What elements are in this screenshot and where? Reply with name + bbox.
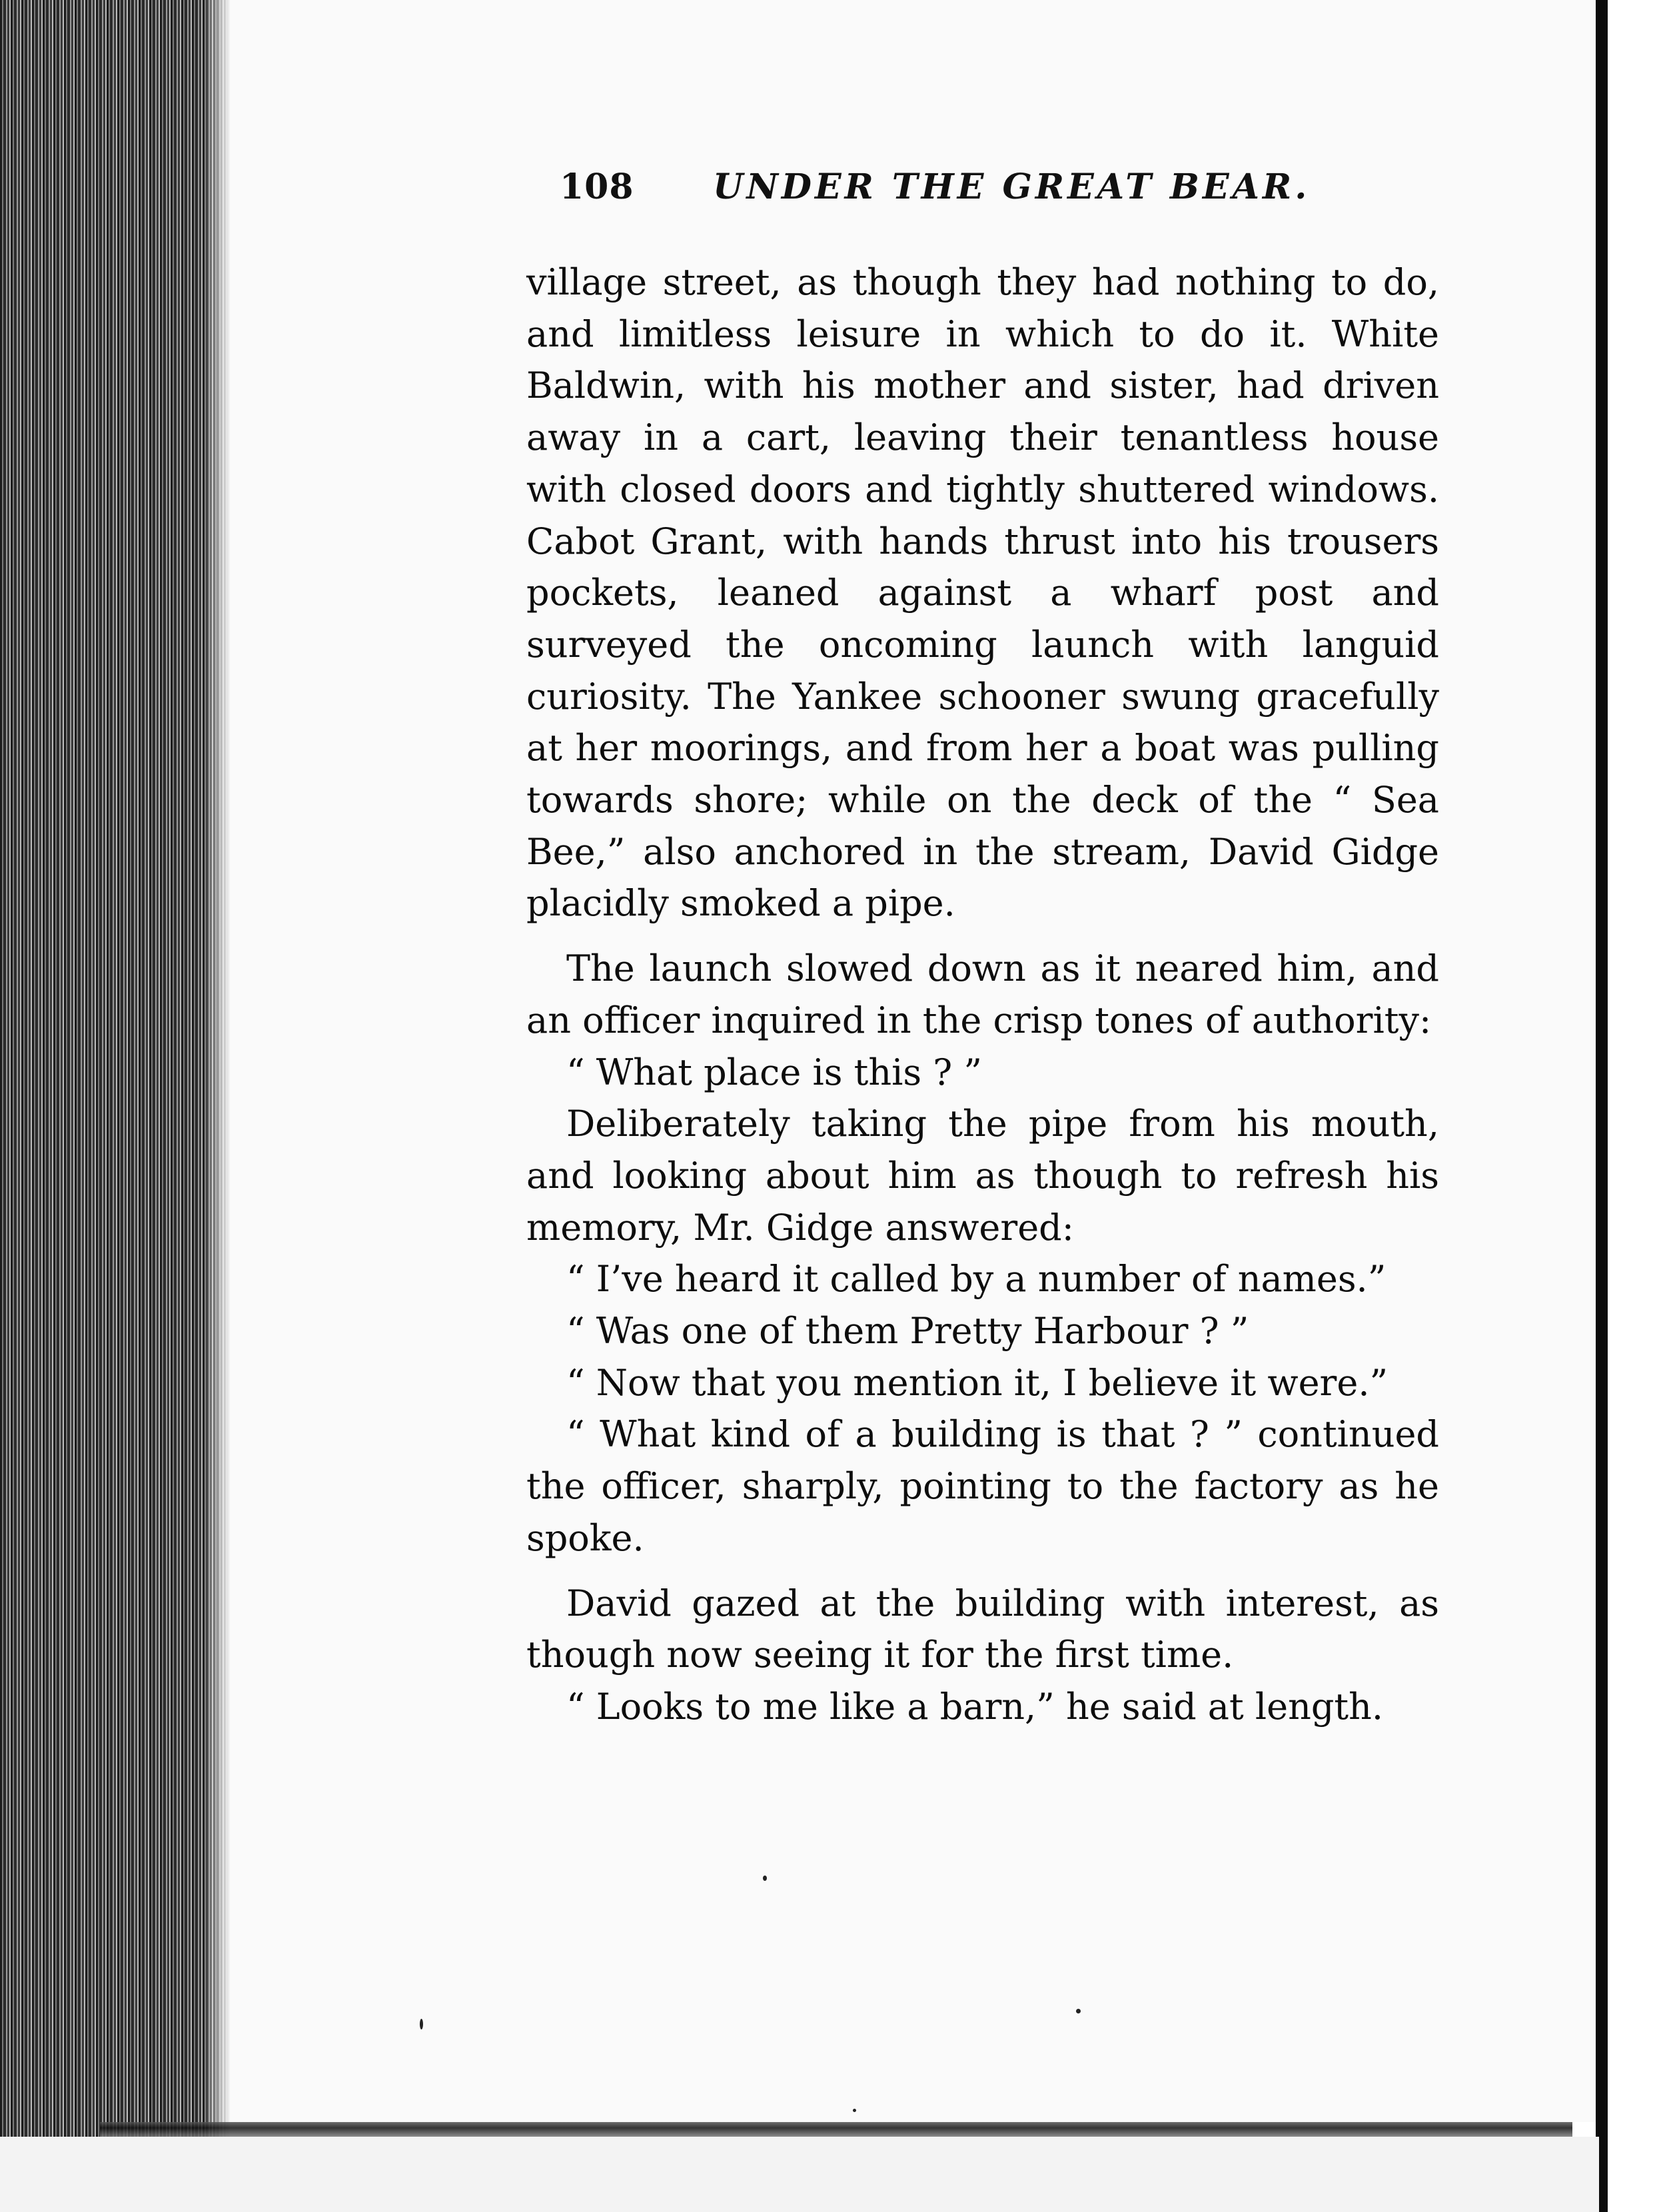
page-bottom-edge [100, 2122, 1572, 2137]
scan-speck [420, 2019, 423, 2029]
dialogue-line: “ Now that you mention it, I believe it were.” [566, 1361, 1389, 1404]
paragraph-continuation: village street, as though they had nothing to do, and limitless leisure in which to do it. White Baldwin, with his mother and sister, had driven away in a cart, leaving their tenantless house with closed doors and tightly shuttered windows. Cabot Grant, with hands thrust into his trousers pockets, leaned against a wharf post and surveyed the oncoming launch with languid curiosity. The Yankee schooner swung gracefully at her moorings, and from her a boat was pulling towards shore; while on the deck of the “ Sea Bee,” also anchored in the stream, David Gidge placidly smoked a pipe. [526, 261, 1439, 925]
dialogue-line: “ Looks to me like a barn,” he said at length. [566, 1685, 1384, 1728]
paragraph-officer: “ What kind of a building is that ? ” continued the officer, sharply, pointing to the factory as he spoke. [526, 1413, 1439, 1559]
page-number: 108 [560, 167, 634, 207]
page-header [560, 167, 1326, 227]
paragraph-david: David gazed at the building with interest, as though now seeing it for the first time. [526, 1582, 1439, 1676]
book-page-edges [0, 0, 230, 2212]
scan-speck [763, 1876, 767, 1881]
body-text [526, 257, 1439, 1733]
facing-page-gutter [1596, 0, 1608, 2212]
scan-speck [853, 2109, 856, 2112]
dialogue-line: “ I’ve heard it called by a number of names.” [566, 1258, 1387, 1301]
scan-bottom-margin [0, 2137, 1599, 2212]
dialogue-line: “ Was one of them Pretty Harbour ? ” [566, 1310, 1249, 1353]
paragraph-launch: The launch slowed down as it neared him, and an officer inquired in the crisp tones of authority: [526, 947, 1439, 1041]
paragraph-gidge: Deliberately taking the pipe from his mouth, and looking about him as though to refresh his memory, Mr. Gidge answered: [526, 1103, 1439, 1249]
dialogue-line: “ What place is this ? ” [566, 1051, 983, 1093]
running-title: UNDER THE GREAT BEAR. [713, 167, 1311, 207]
scan-speck [1076, 2009, 1081, 2013]
facing-page-margin [1608, 0, 1671, 2212]
